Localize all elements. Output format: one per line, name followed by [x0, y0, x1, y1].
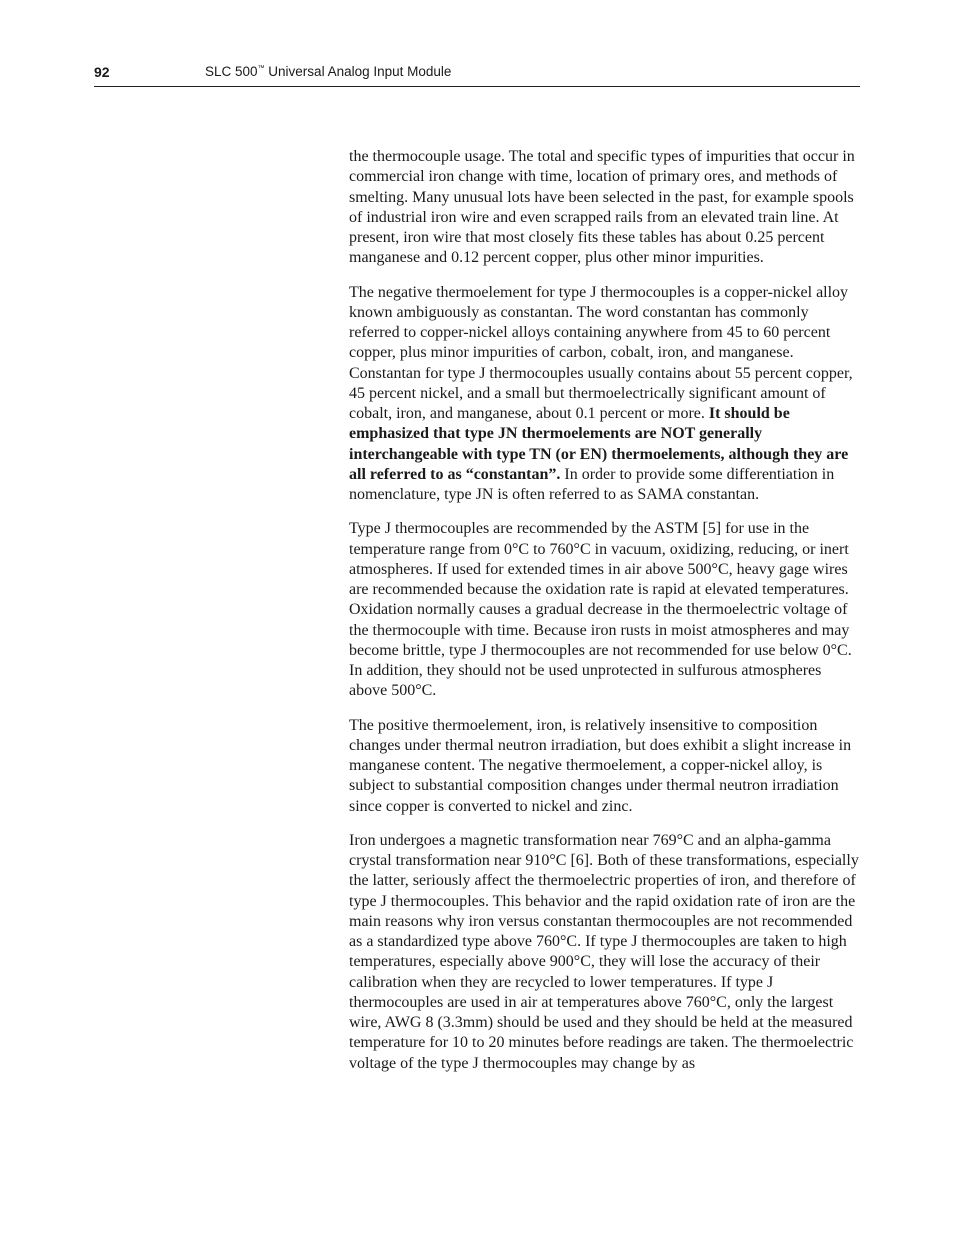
running-title-sub: Universal Analog Input Module — [264, 64, 452, 79]
paragraph-1: the thermocouple usage. The total and specific types of impurities that occur in commercial iron change with time, location of primary ores, and methods of smelting. Many unusual lots have been selected in the past, for example spools of industrial iron wire and even scrapped rails from an elevated train line. At present, iron wire that most closely fits these tables has about 0.25 percent manganese and 0.12 percent copper, plus other minor impurities. — [349, 148, 855, 267]
body-text — [349, 147, 861, 1088]
paragraph-2-intro: The negative thermoelement for type J thermocouples is a copper-nickel alloy known ambiguously as constantan. The word constantan has commonly referred to copper-nickel alloys containing anywhere from 45 to 60 percent copper, plus minor impurities of carbon, cobalt, iron, and manganese. Constantan for type J thermocouples usually contains about 55 percent copper, 45 percent nickel, and a small but thermoelectrically significant amount of cobalt, iron, and manganese, about 0.1 percent or more. — [349, 283, 853, 422]
page-header — [94, 62, 860, 87]
paragraph-3: Type J thermocouples are recommended by the ASTM [5] for use in the temperature range from 0°C to 760°C in vacuum, oxidizing, reducing, or inert atmospheres. If used for extended times in air above 500°C, heavy gage wires are recommended because the oxidation rate is rapid at elevated temperatures. Oxidation normally causes a gradual decrease in the thermoelectric voltage of the thermocouple with time. Because iron rusts in moist atmospheres and may become brittle, type J thermocouples are not recommended for use below 0°C. In addition, they should not be used unprotected in sulfurous atmospheres above 500°C. — [349, 520, 852, 700]
paragraph-2 — [349, 283, 861, 506]
running-title-main: SLC 500 — [205, 64, 258, 79]
paragraph-5: Iron undergoes a magnetic transformation near 769°C and an alpha-gamma crystal transformation near 910°C [6]. Both of these transformations, especially the latter, seriously affect the thermoelectric properties of iron, and therefore of type J thermocouples. This behavior and the rapid oxidation rate of iron are the main reasons why iron versus constantan thermocouples are not recommended as a standardized type above 760°C. If type J thermocouples are taken to high temperatures, especially above 900°C, they will lose the accuracy of their calibration when they are recycled to lower temperatures. If type J thermocouples are used in air at temperatures above 760°C, only the largest wire, AWG 8 (3.3mm) should be used and they should be held at the measured temperature for 10 to 20 minutes before readings are taken. The thermoelectric voltage of the type J thermocouples may change by as — [349, 831, 859, 1072]
running-title — [205, 64, 451, 79]
paragraph-4: The positive thermoelement, iron, is relatively insensitive to composition changes under thermal neutron irradiation, but does exhibit a slight increase in manganese content. The negative thermoelement, a copper-nickel alloy, is subject to substantial composition changes under thermal neutron irradiation since copper is converted to nickel and zinc. — [349, 716, 852, 815]
trademark-symbol: ™ — [257, 65, 265, 72]
paragraph-2-outro: In order to provide some differentiation in nomenclature, type JN is often referred to as SAMA constantan. — [349, 465, 835, 503]
paragraph-2-emphasis: It should be emphasized that type JN thermoelements are NOT generally interchangeable with type TN (or EN) thermoelements, although they are all referred to as “constantan”. — [349, 405, 849, 483]
page-number: 92 — [94, 64, 110, 80]
